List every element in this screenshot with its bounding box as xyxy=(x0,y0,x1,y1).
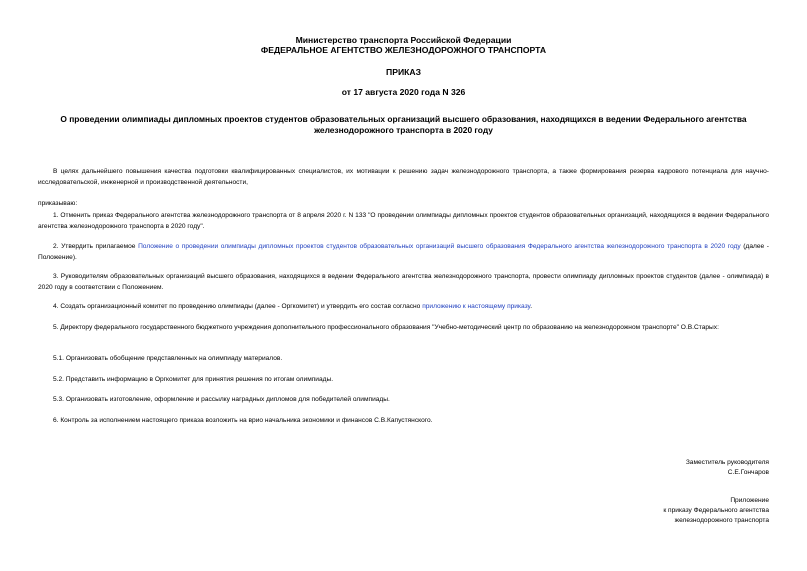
order-item-1: 1. Отменить приказ Федерального агентства железнодорожного транспорта от 8 апреля 2020 г. N 133 "О проведении олимпиады дипломных проектов студентов образовательных организаций, находящихся в ведении Федерального агентства железнодорожного транспорта в 2020 году". xyxy=(38,212,769,230)
document-type: ПРИКАЗ xyxy=(386,67,421,77)
order-item-2 xyxy=(38,241,769,263)
order-word: приказываю: xyxy=(38,200,78,207)
order-item-4 xyxy=(38,301,769,312)
regulation-link[interactable]: Положение о проведении олимпиады дипломных проектов студентов образовательных организаций высшего образования Федерального агентства железнодорожного транспорта в 2020 году xyxy=(138,243,741,250)
appendix-link[interactable]: приложению к настоящему приказу xyxy=(422,303,531,310)
order-item-3: 3. Руководителям образовательных организаций высшего образования, находящихся в ведении Федерального агентства железнодорожного транспорта, провести олимпиаду дипломных проектов студентов (далее - олимпиада) в 2020 году в соответствии с Положением. xyxy=(38,273,769,291)
signature-block xyxy=(686,458,769,478)
agency-name: ФЕДЕРАЛЬНОЕ АГЕНТСТВО ЖЕЛЕЗНОДОРОЖНОГО ТРАНСПОРТА xyxy=(260,45,547,55)
appendix-label: Приложение xyxy=(730,497,769,504)
order-item-2-text-end: (далее - Положение). xyxy=(38,243,769,261)
order-item-4-text: 4. Создать организационный комитет по проведению олимпиады (далее - Оргкомитет) и утвердить его состав согласно xyxy=(53,303,423,310)
document-date-number: от 17 августа 2020 года N 326 xyxy=(341,87,466,97)
order-item-4-text-end: . xyxy=(530,303,533,310)
order-item-2-text: 2. Утвердить прилагаемое xyxy=(53,243,139,250)
intro-paragraph: В целях дальнейшего повышения качества подготовки квалифицированных специалистов, их мотивации к решению задач железнодорожного транспорта, а также формирования резерва кадрового потенциала для научно-исследовательской, инженерной и производственной деятельности, xyxy=(38,168,769,186)
order-item-5-3: 5.3. Организовать изготовление, оформление и рассылку наградных дипломов для победителей олимпиады. xyxy=(53,396,390,403)
signature-name: С.Е.Гончаров xyxy=(727,469,769,476)
order-item-5-2: 5.2. Представить информацию в Оргкомитет для принятия решения по итогам олимпиады. xyxy=(53,376,334,383)
document-title: О проведении олимпиады дипломных проектов студентов образовательных организаций высшего образования, находящихся в ведении Федерального агентства железнодорожного транспорта в 2020 году xyxy=(60,114,747,135)
appendix-line-1: к приказу Федерального агентства xyxy=(663,507,769,514)
order-item-5-1: 5.1. Организовать обобщение представленных на олимпиаду материалов. xyxy=(53,355,283,362)
ministry-name: Министерство транспорта Российской Федерации xyxy=(295,35,512,45)
appendix-line-2: железнодорожного транспорта xyxy=(674,517,769,524)
appendix-block xyxy=(663,496,769,526)
signature-position: Заместитель руководителя xyxy=(685,459,769,466)
order-item-5: 5. Директору федерального государственного бюджетного учреждения дополнительного профессионального образования "Учебно-методический центр по образованию на железнодорожном транспорте" О.В.Старых: xyxy=(53,324,719,331)
order-item-6: 6. Контроль за исполнением настоящего приказа возложить на врио начальника экономики и финансов С.В.Капустянского. xyxy=(53,417,433,424)
